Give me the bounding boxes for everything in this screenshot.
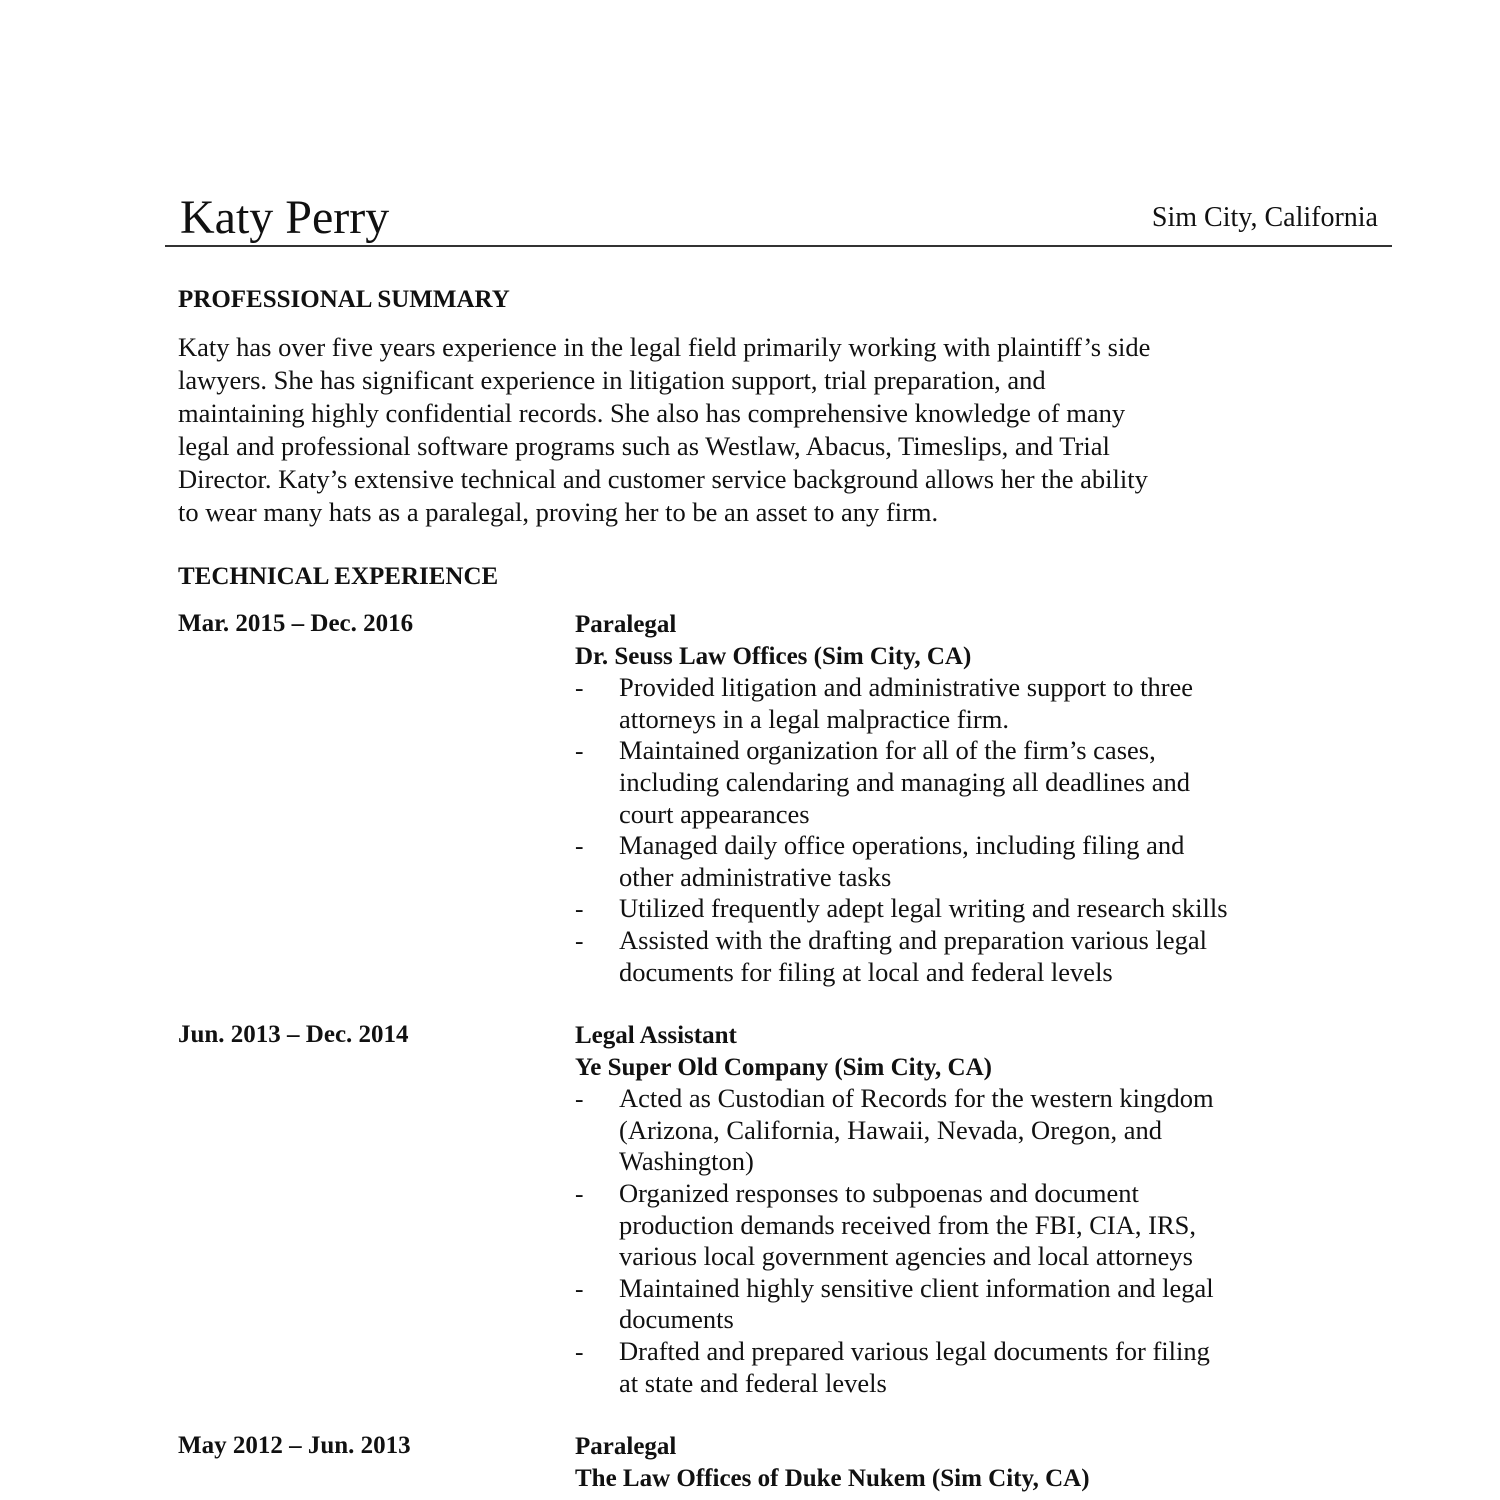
- bullet-dash: -: [575, 673, 584, 703]
- bullet-line: Acted as Custodian of Records for the western kingdom: [619, 1083, 1214, 1114]
- bullet-line: documents: [619, 1304, 734, 1335]
- job-entry: [575, 1020, 1214, 1399]
- summary-text: [178, 331, 1150, 529]
- bullet-line: Utilized frequently adept legal writing and research skills: [619, 893, 1228, 924]
- summary-line: to wear many hats as a paralegal, proving her to be an asset to any firm.: [178, 497, 939, 527]
- job-bullet: [575, 830, 1228, 893]
- summary-heading: PROFESSIONAL SUMMARY: [178, 286, 510, 313]
- job-dates: Jun. 2013 – Dec. 2014: [178, 1021, 409, 1048]
- bullet-line: Maintained highly sensitive client information and legal: [619, 1272, 1214, 1303]
- header-divider: [165, 245, 1392, 247]
- bullet-line: Drafted and prepared various legal documents for filing: [619, 1335, 1210, 1366]
- job-title: Paralegal: [575, 1433, 677, 1460]
- summary-line: lawyers. She has significant experience in litigation support, trial preparation, and: [178, 365, 1046, 395]
- job-company: The Law Offices of Duke Nukem (Sim City, CA): [575, 1464, 1090, 1492]
- bullet-line: including calendaring and managing all deadlines and: [619, 766, 1191, 797]
- job-title: Legal Assistant: [575, 1022, 737, 1049]
- bullet-line: (Arizona, California, Hawaii, Nevada, Oregon, and: [619, 1114, 1163, 1145]
- job-dates: May 2012 – Jun. 2013: [178, 1432, 411, 1459]
- bullet-line: attorneys in a legal malpractice firm.: [619, 703, 1009, 734]
- job-dates: Mar. 2015 – Dec. 2016: [178, 610, 414, 637]
- experience-heading: TECHNICAL EXPERIENCE: [178, 563, 499, 590]
- bullet-dash: -: [575, 1178, 584, 1208]
- job-title: Paralegal: [575, 611, 677, 638]
- job-bullet: [575, 893, 1228, 925]
- bullet-dash: -: [575, 736, 584, 766]
- summary-line: legal and professional software programs such as Westlaw, Abacus, Timeslips, and Trial: [178, 431, 1110, 461]
- job-bullet: [575, 1273, 1214, 1336]
- bullet-line: Organized responses to subpoenas and document: [619, 1177, 1139, 1208]
- job-bullet: [575, 1083, 1214, 1178]
- job-bullet: [575, 1336, 1214, 1399]
- job-entry: [575, 609, 1228, 988]
- bullet-dash: -: [575, 1084, 584, 1114]
- bullet-line: Provided litigation and administrative support to three: [619, 672, 1194, 703]
- bullet-line: Maintained organization for all of the firm’s cases,: [619, 735, 1156, 766]
- job-entry: [575, 1431, 1090, 1494]
- bullet-line: Washington): [619, 1146, 754, 1177]
- bullet-line: production demands received from the FBI, CIA, IRS,: [619, 1209, 1196, 1240]
- job-bullet: [575, 1178, 1214, 1273]
- bullet-line: Managed daily office operations, including filing and: [619, 830, 1185, 861]
- resume-location: Sim City, California: [1151, 202, 1378, 233]
- summary-line: Director. Katy’s extensive technical and customer service background allows her the ability: [178, 464, 1148, 494]
- bullet-dash: -: [575, 1273, 584, 1303]
- bullet-dash: -: [575, 1336, 584, 1366]
- bullet-line: other administrative tasks: [619, 861, 892, 892]
- job-bullet: [575, 735, 1228, 830]
- summary-line: maintaining highly confidential records. She also has comprehensive knowledge of many: [178, 398, 1126, 428]
- bullet-line: Assisted with the drafting and preparation various legal: [619, 924, 1207, 955]
- bullet-line: various local government agencies and local attorneys: [619, 1241, 1193, 1272]
- bullet-line: court appearances: [619, 798, 810, 829]
- bullet-line: at state and federal levels: [619, 1367, 887, 1398]
- job-company: Ye Super Old Company (Sim City, CA): [575, 1053, 992, 1081]
- job-bullet: [575, 925, 1228, 988]
- bullet-dash: -: [575, 831, 584, 861]
- job-company: Dr. Seuss Law Offices (Sim City, CA): [575, 642, 972, 670]
- bullet-line: documents for filing at local and federal levels: [619, 956, 1113, 987]
- summary-line: Katy has over five years experience in the legal field primarily working with plaintiff’s side: [178, 332, 1151, 362]
- bullet-dash: -: [575, 894, 584, 924]
- bullet-dash: -: [575, 925, 584, 955]
- job-bullet: [575, 672, 1228, 735]
- resume-name: Katy Perry: [180, 191, 390, 244]
